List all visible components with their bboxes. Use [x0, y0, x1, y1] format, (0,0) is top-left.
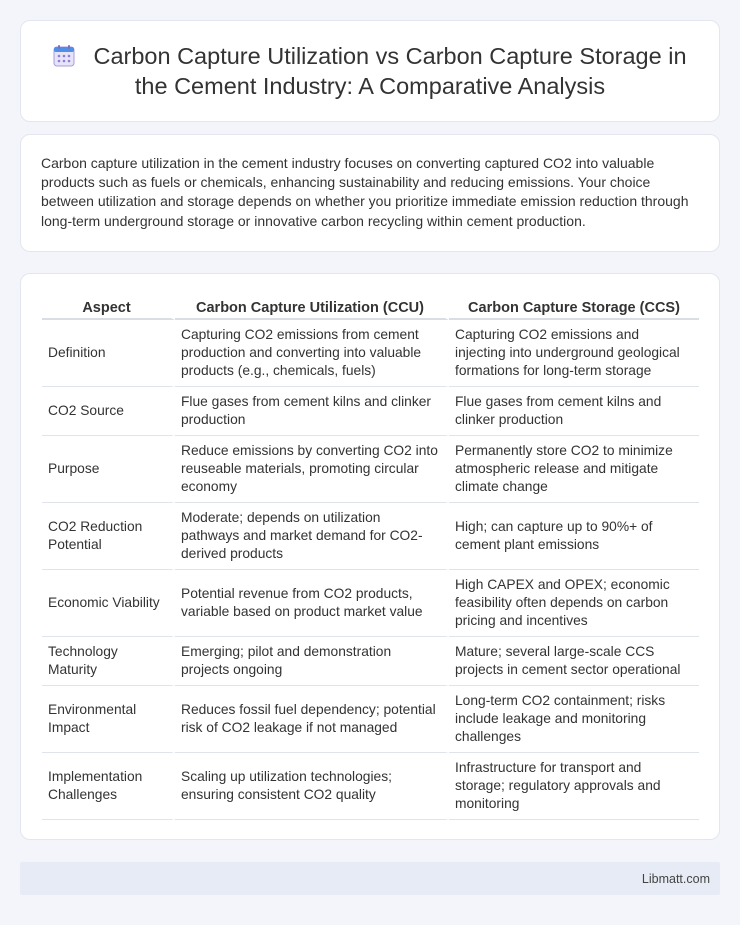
ccu-cell: Scaling up utilization technologies; ensuring consistent CO2 quality	[175, 753, 449, 820]
header-aspect: Aspect	[42, 294, 175, 320]
aspect-cell: CO2 Source	[42, 387, 175, 436]
aspect-cell: Purpose	[42, 436, 175, 503]
ccs-cell: Long-term CO2 containment; risks include leakage and monitoring challenges	[449, 686, 699, 753]
aspect-cell: CO2 Reduction Potential	[42, 503, 175, 570]
ccs-cell: High CAPEX and OPEX; economic feasibility often depends on carbon pricing and incentives	[449, 570, 699, 637]
table-row	[42, 387, 699, 436]
intro-paragraph: Carbon capture utilization in the cement industry focuses on converting captured CO2 into valuable products such as fuels or chemicals, enhancing sustainability and reducing emissions. Your choice between utilization and storage depends on whether you prioritize immediate emission reduction through long-term underground storage or innovative carbon recycling within cement production.	[41, 155, 689, 229]
intro-card	[20, 134, 720, 252]
ccu-cell: Reduce emissions by converting CO2 into reuseable materials, promoting circular economy	[175, 436, 449, 503]
footer-site-link[interactable]: Libmatt.com	[641, 871, 710, 886]
table-header-row	[42, 294, 699, 320]
header-ccu: Carbon Capture Utilization (CCU)	[175, 294, 449, 320]
table-row	[42, 503, 699, 570]
table-row	[42, 436, 699, 503]
title-text-1: Carbon Capture Utilization vs Carbon Capture Storage in	[93, 43, 687, 69]
title-line-2: the Cement Industry: A Comparative Analysis	[134, 73, 606, 99]
aspect-cell: Economic Viability	[42, 570, 175, 637]
footer	[20, 862, 720, 895]
ccs-cell: High; can capture up to 90%+ of cement plant emissions	[449, 503, 699, 570]
table-row	[42, 637, 699, 686]
ccu-cell: Moderate; depends on utilization pathways and market demand for CO2-derived products	[175, 503, 449, 570]
ccu-cell: Flue gases from cement kilns and clinker production	[175, 387, 449, 436]
title-card	[20, 20, 720, 122]
ccu-cell: Emerging; pilot and demonstration projects ongoing	[175, 637, 449, 686]
ccs-cell: Permanently store CO2 to minimize atmospheric release and mitigate climate change	[449, 436, 699, 503]
calendar-icon	[53, 45, 75, 67]
header-ccs: Carbon Capture Storage (CCS)	[449, 294, 699, 320]
page-title	[53, 41, 686, 101]
table-row	[42, 686, 699, 753]
ccs-cell: Flue gases from cement kilns and clinker production	[449, 387, 699, 436]
ccu-cell: Reduces fossil fuel dependency; potential risk of CO2 leakage if not managed	[175, 686, 449, 753]
ccs-cell: Mature; several large-scale CCS projects in cement sector operational	[449, 637, 699, 686]
table-row	[42, 753, 699, 820]
ccu-cell: Capturing CO2 emissions from cement production and converting into valuable products (e.g., chemicals, fuels)	[175, 320, 449, 387]
title-line-1	[53, 41, 686, 71]
aspect-cell: Technology Maturity	[42, 637, 175, 686]
aspect-cell: Definition	[42, 320, 175, 387]
comparison-table	[42, 294, 699, 820]
ccu-cell: Potential revenue from CO2 products, variable based on product market value	[175, 570, 449, 637]
aspect-cell: Environmental Impact	[42, 686, 175, 753]
aspect-cell: Implementation Challenges	[42, 753, 175, 820]
ccs-cell: Infrastructure for transport and storage; regulatory approvals and monitoring	[449, 753, 699, 820]
comparison-card	[20, 273, 720, 840]
table-row	[42, 570, 699, 637]
ccs-cell: Capturing CO2 emissions and injecting into underground geological formations for long-term storage	[449, 320, 699, 387]
table-row	[42, 320, 699, 387]
